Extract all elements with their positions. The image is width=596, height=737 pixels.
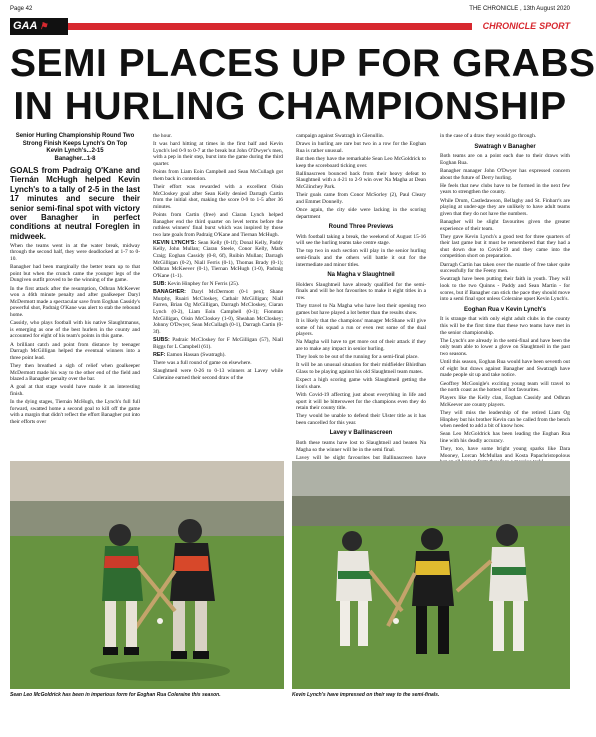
photo-caption-left: Sean Leo McGoldrick has been in imperious form for Eoghan Rua Coleraine this season. bbox=[10, 692, 221, 698]
paragraph: Expect a high scoring game with Slaughtneil getting the lion's share. bbox=[296, 377, 426, 390]
team-lineup-banagher: BANAGHER: Daryl McDermott (0-1 pen); Shane Murphy, Ruairi McCloskey, Cathair McGilligan; Niall Farren, Brian Og McGilligan, Darragh McCloskey, Ciaran Lynch (0-2), Liam Eoin Campbell (0-1); Fionntan McGilligan, Oisin McCloskey (1-0), Sheahan McCloskey; Johnny O'Dwyer, Sean McCullagh (0-1), Darragh Cartin (0-3f). bbox=[153, 289, 283, 335]
team-subs-banagher: SUBS: Padraic McCloskey for F McGilligan (57), Niall Biggs for L Campbell (61). bbox=[153, 336, 283, 350]
match-photo-left bbox=[10, 461, 284, 689]
match-photo-right bbox=[292, 461, 570, 689]
paragraph: It is likely that the champions' manager McShane will give some of his squad a run or even rest some of the dual players. bbox=[296, 318, 426, 338]
paragraph: He feels that new clubs have to be formed in the next few years to strengthen the county. bbox=[440, 182, 570, 196]
page-header bbox=[10, 6, 570, 15]
chronicle-sport-logo: CHRONICLE SPORT bbox=[482, 21, 570, 31]
paragraph: Banagher had been marginally the better team up to that point but when the crunch came the younger legs of the Dungiven outfit proved to be the winning of the game. bbox=[10, 264, 140, 284]
section-band bbox=[10, 18, 570, 35]
referee: REF: Eamon Hassan (Swatragh). bbox=[153, 351, 226, 358]
paragraph: They would be unable to defend their Ulster title as it has been cancelled for this year. bbox=[296, 413, 426, 426]
edition-date: THE CHRONICLE , 13th August 2020 bbox=[469, 6, 570, 12]
subheading: Na Magha v Slaughtneil bbox=[327, 272, 395, 279]
paragraph: They then breathed a sigh of relief when goalkeeper McDermott made his way to the other end of the field and blazed a Banagher penalty over the bar. bbox=[10, 362, 140, 383]
paragraph: But then they have the remarkable Sean Leo McGoldrick to keep the scoreboard ticking over. bbox=[296, 155, 426, 169]
headline-line-2: IN HURLING CHAMPIONSHIP bbox=[13, 85, 567, 128]
match-kicker: Senior Hurling Championship Round Two Strong Finish Keeps Lynch's On Top Kevin Lynch's...2-15 Banagher...1-8 bbox=[15, 133, 135, 162]
article-column-3 bbox=[296, 133, 426, 459]
paragraph: It will be an unusual situation for their midfielder Bhirdhan Glass to be playing against his old Slaughtneil team mates. bbox=[296, 362, 426, 375]
paragraph: Lavey will be slight favourites but Ballinascreen have bbox=[296, 454, 426, 461]
paragraph: They gave Kevin Lynch's a good test for three quarters of their last game but it must be remembered that they had a shut down due to Covid-19 and they came into the competition short on preparation. bbox=[440, 233, 570, 260]
article-column-4 bbox=[440, 133, 570, 459]
paragraph: Once again, the city side were lacking in the scoring department bbox=[296, 206, 426, 220]
paragraph: Both these teams have lost to Slaughtneil and beaten Na Magha so the winner will be in the semi final. bbox=[296, 440, 426, 453]
paragraph: While Drum, Castledawson, Bellaghy and St. Finbarr's are playing at under-age they are unlikely to have adult teams given that they do not have the numbers. bbox=[440, 197, 570, 217]
paragraph: Players like the Kelly clan, Eoghan Cassidy and Odhran McKeever are county players. bbox=[440, 395, 570, 408]
paragraph: in the case of a draw they would go through. bbox=[440, 133, 537, 139]
paragraph: With Covid-19 affecting just about everything in life and sport it will be bittersweet for the champions even they do retain their county title. bbox=[296, 391, 426, 412]
paragraph: Their goals came from Conor McSorley (2), Paul Cleary and Emmet Donnelly. bbox=[296, 192, 426, 205]
paragraph: They travel to Na Magha who have lost their opening two games but have played a lot better than the results show. bbox=[296, 303, 426, 316]
paragraph: the hour. bbox=[153, 133, 172, 139]
paragraph: Swatragh have been putting their faith in youth. They will look to the two Quinns - Paddy and Sean Martin - for scores, but if Banagher can stick the pace they should move into a semi final spot unless Coleraine upset Kevin Lynch's. bbox=[440, 276, 570, 303]
subheading: Swatragh v Banagher bbox=[474, 143, 536, 150]
paragraph: Both teams are on a point each due to their draws with Eoghan Rua. bbox=[440, 153, 570, 166]
paragraph: Their effort was rewarded with a excellent Oisin McCloskey goal after Sean Kelly denied Darragh Cartin from the initial shot, making the score 0-9 to 1-5 after 36 minutes. bbox=[153, 183, 283, 210]
paragraph: There was a full round of game on elsewhere. bbox=[153, 359, 252, 366]
paragraph: Ballinascreen bounced back from their heavy defeat to Slaughtneil with a 4-21 to 2-9 win over Na Magha at Dean McGlinchey Park. bbox=[296, 170, 426, 190]
paragraph: In the first attack after the resumption, Odhran McKeever won a 46th minute penalty and after goalkeeper Daryl McDermott made a spectacular save from Eoghan Cassidy's powerful shot, Padraig O'Kane was alert to stab the rebound home. bbox=[10, 285, 140, 318]
paragraph: They, too, have some bright young sparks like Dara Mooney, Lorcan McMullan and Kosta Papachristopolous bbox=[440, 446, 570, 459]
paragraph: It is strange that with only eight adult clubs in the county this will be the first time that these two teams have met in the senior championship. bbox=[440, 316, 570, 336]
paragraph: In the dying stages, Tiernán McHugh, the Lynch's full full forward, swatted home a second goal to kill off the game with a margin that didn't reflect the effort Banagher put into their efforts over bbox=[10, 399, 140, 425]
team-subs-kevin-lynchs: SUB: Kevin Hinphey for N Ferris (25). bbox=[153, 281, 240, 288]
team-lineup-kevin-lynchs: KEVIN LYNCH'S: Sean Kelly (0-1f); Donal Kelly, Paddy Kelly, John Mullan; Ciaran Steele, Conor Kelly, Mark Craig; Eoghan Cassidy (0-8, 6f), Ruibin Mullan; Darragh McGilligan (0-2), Niall Ferris (0-1), Thomas Brady (0-1); Odhran McKeever (0-1), Tiernan McHugh (1-0), Padraig O'Kane (1-1). bbox=[153, 239, 284, 279]
paragraph: It was hard hitting at times in the first half and Kevin Lynch's led 0-9 to 0-7 at the break but John O'Dwyer's men, with a pep in their step, burst into the game during the third quarter. bbox=[153, 141, 283, 167]
intro-paragraph: GOALS from Padraig O'Kane and Tiernán McHugh helped Kevin Lynch's to a tally of 2-5 in the last 17 minutes and secure their senior semi-final spot with victory over Banagher in perfect conditions at neutral Foreglen in midweek. bbox=[10, 166, 140, 241]
subheading: Eoghan Rua v Kevin Lynch's bbox=[464, 306, 546, 313]
headline-line-1: SEMI PLACES UP FOR GRABS bbox=[10, 42, 596, 85]
paragraph: Sean Leo McGoldrick has been leading the Eoghan Rua line with his deadly accuracy. bbox=[440, 431, 570, 445]
page-number: Page 42 bbox=[10, 6, 33, 12]
paragraph: They look to be out of the running for a semi-final place. bbox=[296, 354, 419, 361]
article-column-1 bbox=[10, 133, 140, 459]
paragraph: Holders Slaughtneil have already qualified for the semi-finals and will be hot favourites to make it eight titles in a row. bbox=[296, 281, 426, 302]
paragraph: Cassidy, who plays football with his native Slaughtmanus, is emerging as one of the best hurlers in the county and accounted for eight of his team's points in this game. bbox=[10, 320, 140, 340]
paragraph: The top two in each section will play in the senior hurling semi-finals and the others will battle it out for the intermediate and minor titles. bbox=[296, 248, 426, 268]
paragraph: Until this season, Eoghan Rua would have been seventh out of eight but draws against Banagher and Swatragh have made people sit up and take notice. bbox=[440, 359, 570, 379]
paragraph: Banagher manager John O'Dwyer has expressed concern about the future of Derry hurling. bbox=[440, 167, 570, 181]
paragraph: Points from Liam Eoin Campbell and Sean McCullagh got them back in contention. bbox=[153, 169, 283, 182]
photo-caption-right: Kevin Lynch's have impressed on their way to the semi-finals. bbox=[292, 692, 440, 698]
article-body bbox=[10, 133, 570, 459]
paragraph: Slaughtneil were 0-26 to 0-13 winners at Lavey while Coleraine earned their second draw of the bbox=[153, 368, 283, 381]
paragraph: Points from Cartin (free) and Ciaran Lynch helped Banagher end the third quarter on level terms before the ruthless winners' final burst which was inspired by those two late goals from Padraig O'Kane and Tiernan McHugh. bbox=[153, 211, 283, 238]
paragraph: Banagher will be slight favourites given the greater experience of their team. bbox=[440, 218, 570, 232]
subheading: Round Three Previews bbox=[328, 224, 394, 231]
article-column-2 bbox=[153, 133, 283, 459]
paragraph: The Lynch's are already in the semi-final and have been the only team able to lower a glove on Slaughtneil in the past two seasons. bbox=[440, 337, 570, 357]
section-rule bbox=[68, 23, 472, 30]
paragraph: Na Magha will have to get more out of their attack if they are to make any impact in senior hurling. bbox=[296, 339, 426, 352]
paragraph: Draws in hurling are rare but two in a row for the Eoghan Rua is rather unusual. bbox=[296, 141, 426, 154]
paragraph: A brilliant catch and point from distance by teenager Darragh McGilligan helped the eventual winners into a three point lead. bbox=[10, 341, 140, 361]
headline bbox=[10, 42, 596, 128]
paragraph: A goal at that stage would have made it an interesting finish. bbox=[10, 384, 140, 397]
hurley-icon: ⚑ bbox=[39, 21, 48, 31]
paragraph: When the teams went in at the water break, midway through the second half, they were deadlocked at 1-7 to 0-10. bbox=[10, 242, 140, 263]
paragraph: They will miss the leadership of the retired Liam Og Hinphey but his brother Kevin can be called from the bench when needed to add a bit of know how. bbox=[440, 410, 570, 430]
gaa-section-label: GAA ⚑ bbox=[10, 18, 68, 35]
subheading: Lavey v Ballinascreen bbox=[329, 430, 393, 437]
paragraph: campaign against Swatragh in Glenullin. bbox=[296, 133, 384, 139]
paragraph: Geoffrey McGonigle's exciting young team will travel to the north coast as the hottest of hot favourites. bbox=[440, 380, 570, 394]
paragraph: With football taking a break, the weekend of August 15-16 will see the hurling teams take centre stage. bbox=[296, 233, 426, 247]
paragraph: Darragh Cartin has taken over the mantle of free taker quite successfully for the Feeny men. bbox=[440, 261, 570, 275]
